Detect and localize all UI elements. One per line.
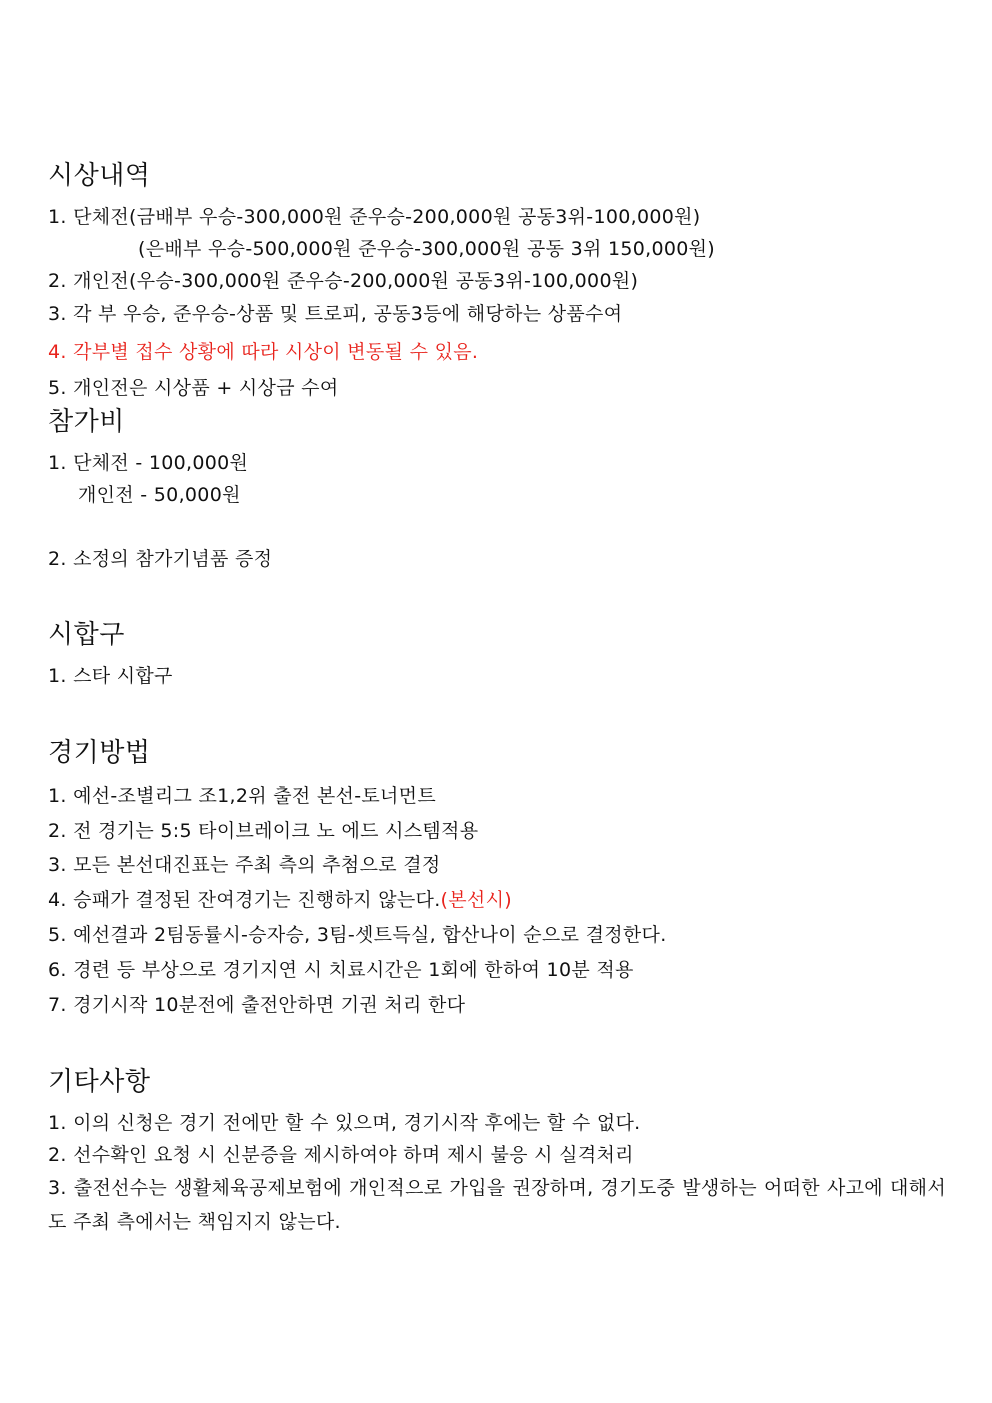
fee-item-1-individual: 개인전 - 50,000원 (78, 484, 241, 506)
method-item-2: 2. 전 경기는 5:5 타이브레이크 노 에드 시스템적용 (48, 820, 479, 842)
etc-item-3: 3. 출전선수는 생활체육공제보험에 개인적으로 가입을 권장하며, 경기도중 발생하는 어떠한 사고에 대해서도 주최 측에서는 책임지지 않는다. (48, 1177, 946, 1233)
fee-heading: 참가비 (48, 407, 125, 437)
etc-item-2: 2. 선수확인 요청 시 신분증을 제시하여야 하며 제시 불응 시 실격처리 (48, 1144, 634, 1166)
method-item-7: 7. 경기시작 10분전에 출전안하면 기권 처리 한다 (48, 994, 466, 1016)
fee-item-1: 1. 단체전 - 100,000원 (48, 452, 249, 474)
method-item-4 (48, 887, 512, 913)
method-item-1: 1. 예선-조별리그 조1,2위 출전 본선-토너먼트 (48, 785, 436, 807)
etc-item-1: 1. 이의 신청은 경기 전에만 할 수 있으며, 경기시작 후에는 할 수 없다. (48, 1112, 641, 1134)
etc-heading: 기타사항 (48, 1067, 151, 1097)
prizes-item-3: 3. 각 부 우승, 준우승-상품 및 트로피, 공동3등에 해당하는 상품수여 (48, 303, 623, 325)
prizes-heading: 시상내역 (48, 161, 151, 191)
method-item-4-note: (본선시) (440, 889, 512, 911)
prizes-item-5: 5. 개인전은 시상품 + 시상금 수여 (48, 377, 339, 399)
ball-item-1: 1. 스타 시합구 (48, 665, 173, 687)
method-item-4-text: 4. 승패가 결정된 잔여경기는 진행하지 않는다. (48, 889, 441, 911)
fee-item-2: 2. 소정의 참가기념품 증정 (48, 548, 273, 570)
prizes-item-2: 2. 개인전(우승-300,000원 준우승-200,000원 공동3위-100,000원) (48, 270, 639, 292)
method-item-5: 5. 예선결과 2팀동률시-승자승, 3팀-셋트득실, 합산나이 순으로 결정한다. (48, 924, 667, 946)
prizes-item-1-silver: (은배부 우승-500,000원 준우승-300,000원 공동 3위 150,000원) (138, 238, 715, 260)
ball-heading: 시합구 (48, 620, 125, 650)
method-item-6: 6. 경련 등 부상으로 경기지연 시 치료시간은 1회에 한하여 10분 적용 (48, 959, 634, 981)
prizes-item-1: 1. 단체전(금배부 우승-300,000원 준우승-200,000원 공동3위-100,000원) (48, 206, 701, 228)
prizes-item-4-notice: 4. 각부별 접수 상황에 따라 시상이 변동될 수 있음. (48, 341, 479, 363)
method-item-3: 3. 모든 본선대진표는 주최 측의 추첨으로 결정 (48, 854, 441, 876)
method-heading: 경기방법 (48, 738, 151, 768)
